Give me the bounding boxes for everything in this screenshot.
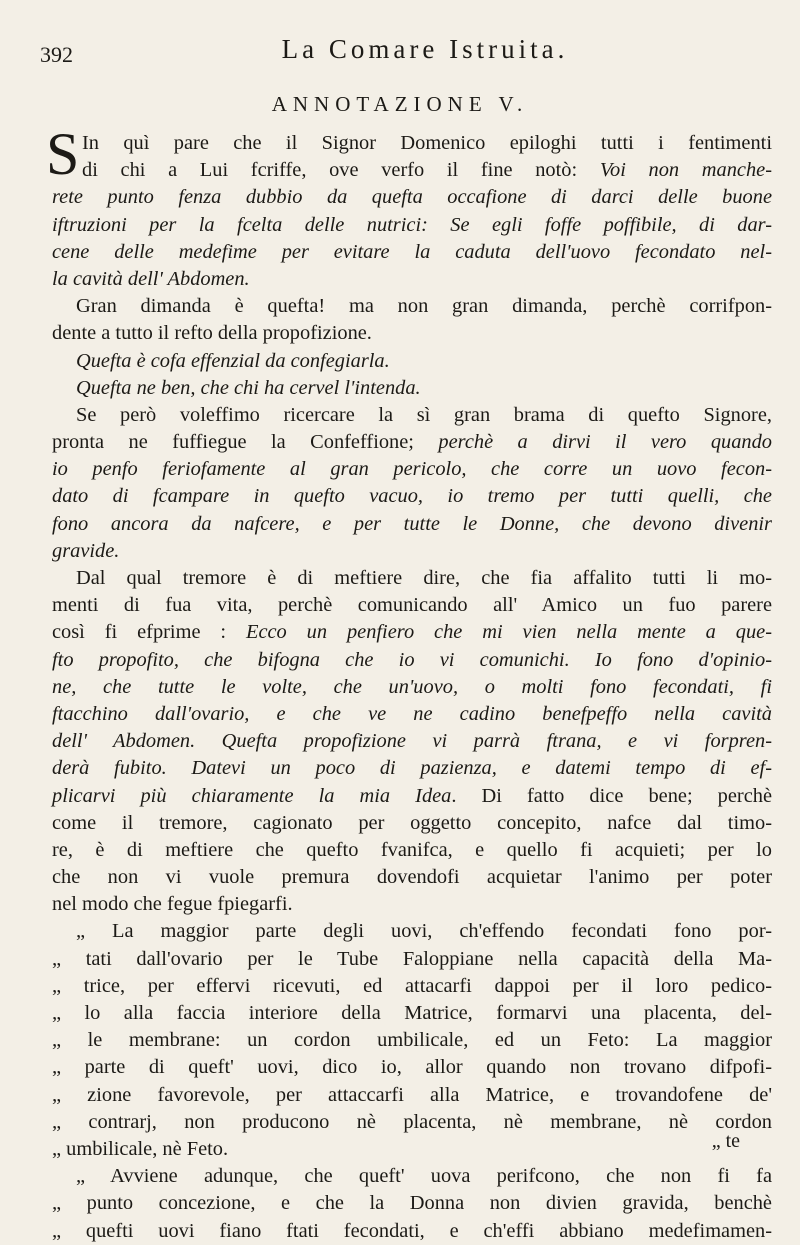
text-segment: come il tremore, cagionato per oggetto concepito, nafce dal timo- xyxy=(52,811,772,834)
text-line xyxy=(52,538,772,565)
italic-segment: ftacchino dall'ovario, e che ve ne cadino benefpeffo nella cavità xyxy=(52,702,772,725)
text-segment: „ La maggior parte degli uovi, ch'effendo fecondati fono por- xyxy=(76,920,772,943)
section-heading: ANNOTAZIONE V. xyxy=(271,92,529,116)
text-segment: Gran dimanda è quefta! ma non gran dimanda, perchè corrifpon- xyxy=(76,295,772,318)
text-line xyxy=(52,783,772,810)
text-segment: così fi efprime : xyxy=(52,621,246,644)
italic-segment: fto propofito, che bifogna che io vi comunichi. Io fono d'opinio- xyxy=(52,648,772,671)
text-line xyxy=(52,647,772,674)
text-segment: dente a tutto il refto della propofizione. xyxy=(52,322,372,345)
text-segment: „ tati dall'ovario per le Tube Faloppiane nella capacità della Ma- xyxy=(52,947,772,970)
text-line xyxy=(52,674,772,701)
text-segment: che non vi vuole premura dovendofi acquietar l'animo per poter xyxy=(52,866,772,889)
text-line xyxy=(52,130,772,157)
text-segment: „ umbilicale, nè Feto. xyxy=(52,1137,229,1160)
text-line xyxy=(52,1218,772,1245)
text-segment: „ contrarj, non producono nè placenta, nè membrane, nè cordon xyxy=(52,1110,772,1133)
italic-segment: derà fubito. Datevi un poco di pazienza, e datemi tempo di ef- xyxy=(52,757,772,780)
text-segment: Se però voleffimo ricercare la sì gran brama di quefto Signore, xyxy=(76,403,772,426)
italic-segment: Quefta ne ben, che chi ha cervel l'intenda. xyxy=(76,376,421,399)
text-line xyxy=(52,619,772,646)
text-segment: re, è di meftiere che quefto fvanifca, e quello fi acquieti; per lo xyxy=(52,838,772,861)
text-segment: „ parte di queft' uovi, dico io, allor quando non trovano difpofi- xyxy=(52,1056,772,1079)
text-segment: „ zione favorevole, per attaccarfi alla Matrice, e trovandofene de' xyxy=(52,1083,772,1106)
text-line xyxy=(52,402,772,429)
text-line xyxy=(52,184,772,211)
text-line xyxy=(52,728,772,755)
text-segment: menti di fua vita, perchè comunicando all' Amico un fuo parere xyxy=(52,594,772,617)
italic-segment: fono ancora da nafcere, e per tutte le Donne, che devono divenir xyxy=(52,512,772,535)
text-line xyxy=(52,429,772,456)
italic-segment: gravide. xyxy=(52,539,120,562)
text-segment: „ punto concezione, e che la Donna non divien gravida, benchè xyxy=(52,1192,772,1215)
text-line xyxy=(52,266,772,293)
text-segment: Dal qual tremore è di meftiere dire, che fia affalito tutti li mo- xyxy=(76,567,772,589)
text-segment: „ trice, per effervi ricevuti, ed attacarfi dappoi per il loro pedico- xyxy=(52,974,772,997)
text-line xyxy=(52,592,772,619)
text-line xyxy=(52,864,772,891)
text-segment: pronta ne fuffiegue la Confeffione; xyxy=(52,431,439,454)
italic-segment: dato di fcampare in quefto vacuo, io tremo per tutti quelli, che xyxy=(52,485,772,508)
text-segment: In quì pare che il Signor Domenico epiloghi tutti i fentimenti xyxy=(82,132,772,154)
text-segment: „ le membrane: un cordon umbilicale, ed un Feto: La maggior xyxy=(52,1029,772,1052)
text-line xyxy=(52,1082,772,1109)
text-line xyxy=(52,755,772,782)
text-line xyxy=(52,1190,772,1217)
italic-segment: iftruzioni per la fcelta delle nutrici: Se egli foffe poffibile, di dar- xyxy=(52,213,772,236)
text-segment: „ lo alla faccia interiore della Matrice, formarvi una placenta, del- xyxy=(52,1002,772,1024)
text-line xyxy=(52,293,772,320)
drop-capital: S xyxy=(46,121,80,187)
italic-segment: io penfo feriofamente al gran pericolo, che corre un uovo fecon- xyxy=(52,458,772,481)
italic-segment: la cavità dell' Abdomen. xyxy=(52,267,250,290)
text-line xyxy=(52,375,772,402)
text-line xyxy=(52,348,772,375)
text-segment: di chi a Lui fcriffe, ove verfo il fine notò: xyxy=(82,159,600,182)
text-line xyxy=(52,320,772,347)
running-head xyxy=(40,34,740,74)
text-line xyxy=(52,1054,772,1081)
italic-segment: dell' Abdomen. Quefta propofizione vi parrà ftrana, e vi forpren- xyxy=(52,730,772,753)
text-segment: „ Avviene adunque, che queft' uova perifcono, che non fi fa xyxy=(76,1165,772,1188)
body-text xyxy=(46,121,773,1245)
text-line xyxy=(52,1163,772,1190)
text-line xyxy=(52,1027,772,1054)
italic-segment: rete punto fenza dubbio da quefta occafione di darci delle buone xyxy=(52,186,772,209)
text-line xyxy=(52,212,772,239)
text-line xyxy=(52,837,772,864)
text-line xyxy=(52,701,772,728)
text-line xyxy=(52,511,772,538)
text-line xyxy=(52,1109,772,1136)
italic-segment: Voi non manche- xyxy=(599,159,772,182)
text-line xyxy=(52,973,772,1000)
text-line xyxy=(52,946,772,973)
text-segment: . Di fatto dice bene; perchè xyxy=(451,784,772,807)
italic-segment: Ecco un penfiero che mi vien nella mente a que- xyxy=(246,621,773,644)
italic-segment: Quefta è cofa effenzial da confegiarla. xyxy=(76,349,390,372)
page-number: 392 xyxy=(40,42,73,67)
text-line xyxy=(52,891,772,918)
italic-segment: plicarvi più chiaramente la mia Idea xyxy=(52,784,452,807)
catchword: „ te xyxy=(711,1130,740,1152)
text-line xyxy=(52,157,772,184)
text-line xyxy=(52,810,772,837)
text-line xyxy=(52,483,772,510)
italic-segment: cene delle medefime per evitare la caduta dell'uovo fecondato nel- xyxy=(52,240,772,263)
italic-segment: ne, che tutte le volte, che un'uovo, o molti fono fecondati, fi xyxy=(52,675,772,698)
text-line xyxy=(52,565,772,592)
text-segment: nel modo che fegue fpiegarfi. xyxy=(52,893,293,916)
text-line xyxy=(52,918,772,945)
text-segment: „ quefti uovi fiano ftati fecondati, e ch'effi abbiano medefimamen- xyxy=(52,1219,772,1242)
text-line xyxy=(52,456,772,483)
italic-segment: perchè a dirvi il vero quando xyxy=(438,431,772,454)
text-line xyxy=(52,239,772,266)
running-title: La Comare Istruita. xyxy=(281,34,569,64)
text-line xyxy=(52,1136,772,1163)
text-line xyxy=(52,1000,772,1027)
